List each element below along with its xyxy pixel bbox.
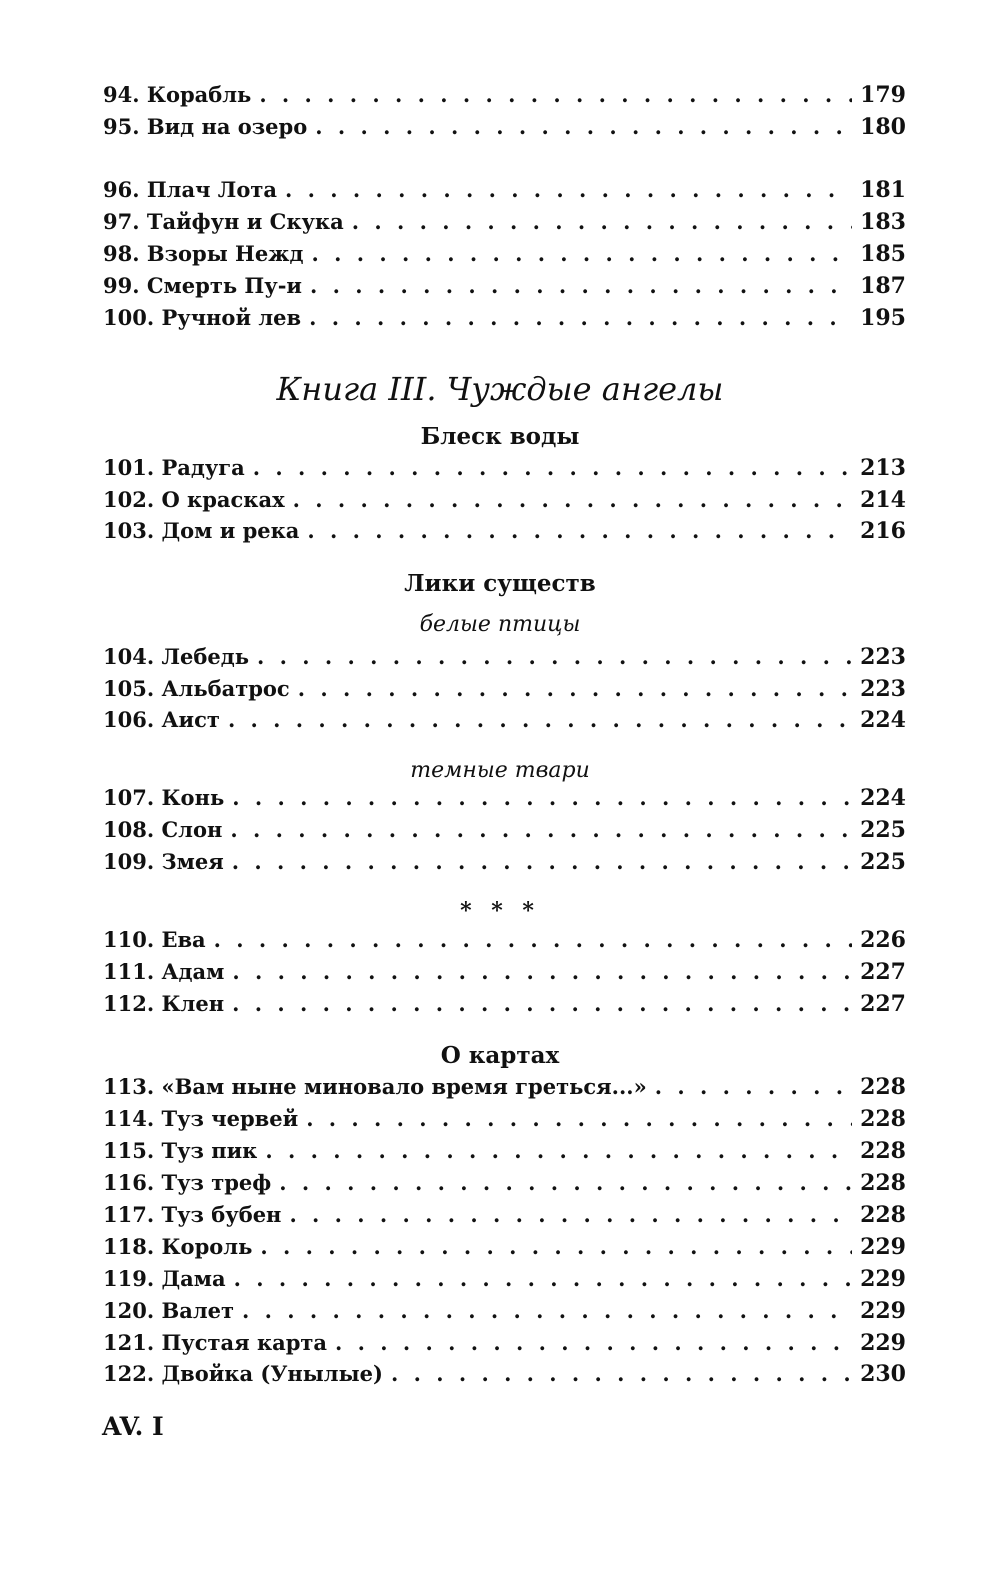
toc-entry [103, 1104, 906, 1134]
toc-entry [103, 271, 906, 301]
entry-page: 228 [860, 1138, 906, 1164]
subsection-title: темные твари [410, 758, 590, 783]
entry-title: 104. Лебедь [103, 644, 250, 669]
entry-title: 97. Тайфун и Скука [103, 209, 344, 234]
dot-leader [232, 783, 852, 813]
toc-entry [103, 516, 906, 546]
entry-title: 112. Клен [103, 991, 225, 1016]
toc-entry [103, 80, 906, 110]
entry-page: 230 [860, 1361, 906, 1387]
entry-title: 106. Аист [103, 707, 220, 732]
dot-leader [306, 1104, 852, 1134]
dot-leader [309, 303, 852, 333]
toc-entry [103, 1200, 906, 1230]
toc-entry [103, 642, 906, 672]
entry-title: 110. Ева [103, 927, 206, 952]
book-title: Книга III. Чуждые ангелы [276, 370, 724, 408]
dot-leader [260, 1232, 852, 1262]
entry-title: 95. Вид на озеро [103, 114, 308, 139]
entry-title: 108. Слон [103, 817, 223, 842]
dot-leader [335, 1328, 852, 1358]
entry-page: 224 [860, 785, 906, 811]
entry-title: 109. Змея [103, 849, 224, 874]
entry-page: 214 [860, 487, 906, 513]
dot-leader [293, 485, 852, 515]
entry-title: 101. Радуга [103, 455, 245, 480]
section-divider: * * * [460, 898, 540, 924]
dot-leader [279, 1168, 852, 1198]
entry-title: 100. Ручной лев [103, 305, 302, 330]
toc-entry [103, 239, 906, 269]
toc-entry [103, 1296, 906, 1326]
dot-leader [242, 1296, 852, 1326]
entry-title: 96. Плач Лота [103, 177, 277, 202]
section-title: О картах [440, 1042, 560, 1069]
entry-page: 228 [860, 1170, 906, 1196]
dot-leader [289, 1200, 852, 1230]
dot-leader [232, 847, 852, 877]
entry-title: 99. Смерть Пу-и [103, 273, 302, 298]
toc-entry [103, 1168, 906, 1198]
dot-leader [352, 207, 852, 237]
entry-page: 183 [860, 209, 906, 235]
toc-entry [103, 1328, 906, 1358]
toc-entry [103, 1264, 906, 1294]
toc-entry [103, 485, 906, 515]
entry-title: 116. Туз треф [103, 1170, 272, 1195]
entry-page: 195 [860, 305, 906, 331]
dot-leader [265, 1136, 852, 1166]
entry-page: 223 [860, 644, 906, 670]
dot-leader [655, 1072, 852, 1102]
entry-page: 213 [860, 455, 906, 481]
dot-leader [307, 516, 852, 546]
entry-title: 111. Адам [103, 959, 225, 984]
toc-entry [103, 957, 906, 987]
entry-page: 225 [860, 849, 906, 875]
section-title: Лики существ [404, 570, 596, 597]
toc-entry [103, 1232, 906, 1262]
entry-title: 114. Туз червей [103, 1106, 299, 1131]
entry-title: 117. Туз бубен [103, 1202, 282, 1227]
entry-page: 229 [860, 1330, 906, 1356]
entry-page: 228 [860, 1202, 906, 1228]
entry-page: 228 [860, 1106, 906, 1132]
entry-page: 229 [860, 1234, 906, 1260]
dot-leader [253, 453, 852, 483]
entry-page: 179 [860, 82, 906, 108]
entry-page: 228 [860, 1074, 906, 1100]
toc-entry [103, 705, 906, 735]
subsection-title: белые птицы [419, 612, 581, 637]
toc-entry [103, 175, 906, 205]
dot-leader [391, 1359, 852, 1389]
entry-page: 225 [860, 817, 906, 843]
dot-leader [234, 1264, 852, 1294]
toc-entry [103, 1072, 906, 1102]
entry-page: 185 [860, 241, 906, 267]
entry-title: 119. Дама [103, 1266, 226, 1291]
toc-entry [103, 989, 906, 1019]
toc-entry [103, 815, 906, 845]
dot-leader [230, 815, 852, 845]
dot-leader [311, 239, 852, 269]
dot-leader [232, 957, 852, 987]
toc-entry [103, 783, 906, 813]
toc-entry [103, 303, 906, 333]
entry-title: 105. Альбатрос [103, 676, 290, 701]
entry-page: 180 [860, 114, 906, 140]
entry-title: 118. Король [103, 1234, 253, 1259]
toc-entry [103, 1136, 906, 1166]
entry-title: 113. «Вам ныне миновало время греться...» [103, 1074, 647, 1099]
dot-leader [214, 925, 852, 955]
toc-entry [103, 925, 906, 955]
dot-leader [315, 112, 852, 142]
entry-page: 227 [860, 991, 906, 1017]
entry-page: 224 [860, 707, 906, 733]
entry-page: 226 [860, 927, 906, 953]
entry-title: 115. Туз пик [103, 1138, 258, 1163]
toc-entry [103, 453, 906, 483]
footer-signature-mark: AV. I [102, 1412, 164, 1441]
dot-leader [310, 271, 852, 301]
dot-leader [298, 674, 852, 704]
toc-entry [103, 674, 906, 704]
entry-title: 98. Взоры Нежд [103, 241, 304, 266]
entry-page: 227 [860, 959, 906, 985]
section-title: Блеск воды [420, 423, 580, 450]
dot-leader [259, 80, 852, 110]
entry-title: 121. Пустая карта [103, 1330, 328, 1355]
entry-title: 94. Корабль [103, 82, 252, 107]
toc-entry [103, 847, 906, 877]
dot-leader [228, 705, 852, 735]
entry-page: 187 [860, 273, 906, 299]
dot-leader [257, 642, 852, 672]
entry-page: 223 [860, 676, 906, 702]
dot-leader [232, 989, 852, 1019]
entry-title: 102. О красках [103, 487, 285, 512]
toc-entry [103, 112, 906, 142]
entry-title: 120. Валет [103, 1298, 234, 1323]
entry-title: 122. Двойка (Унылые) [103, 1361, 383, 1386]
entry-page: 229 [860, 1266, 906, 1292]
toc-entry [103, 1359, 906, 1389]
entry-title: 107. Конь [103, 785, 225, 810]
toc-entry [103, 207, 906, 237]
entry-title: 103. Дом и река [103, 518, 300, 543]
entry-page: 181 [860, 177, 906, 203]
entry-page: 216 [860, 518, 906, 544]
entry-page: 229 [860, 1298, 906, 1324]
dot-leader [285, 175, 852, 205]
